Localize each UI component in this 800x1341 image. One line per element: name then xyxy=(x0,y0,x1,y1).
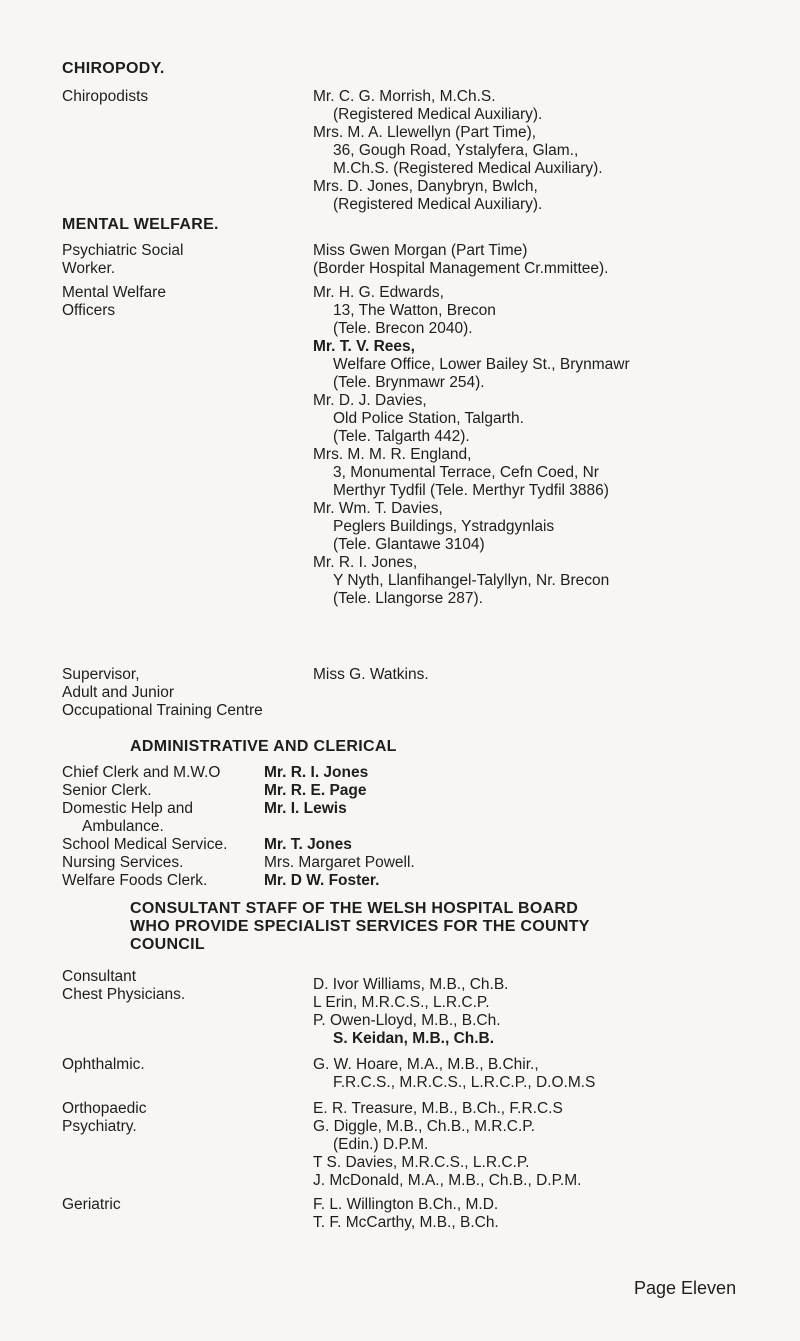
admin-role: Nursing Services. xyxy=(62,854,184,871)
admin-name: Mr. I. Lewis xyxy=(264,800,347,817)
mwo-line: (Tele. Glantawe 3104) xyxy=(333,536,485,553)
chiropodist-line: M.Ch.S. (Registered Medical Auxiliary). xyxy=(333,160,603,177)
admin-name: Mr. T. Jones xyxy=(264,836,352,853)
admin-role: Domestic Help and xyxy=(62,800,193,817)
consultant-line: G. W. Hoare, M.A., M.B., B.Chir., xyxy=(313,1056,539,1073)
mwo-line: Mr. R. I. Jones, xyxy=(313,554,418,571)
consultant-line: J. McDonald, M.A., M.B., Ch.B., D.P.M. xyxy=(313,1172,582,1189)
admin-role: Ambulance. xyxy=(82,818,164,835)
chiropodist-line: (Registered Medical Auxiliary). xyxy=(333,196,543,213)
mwo-line: (Tele. Brynmawr 254). xyxy=(333,374,485,391)
psw-label xyxy=(62,242,183,278)
consultant-line: L Erin, M.R.C.S., L.R.C.P. xyxy=(313,994,490,1011)
mwo-line: Mr. H. G. Edwards, xyxy=(313,284,444,301)
consultant-heading-line: CONSULTANT STAFF OF THE WELSH HOSPITAL BOARD xyxy=(130,900,579,917)
psw-line: (Border Hospital Management Cr.mmittee). xyxy=(313,260,609,277)
psw-line: Miss Gwen Morgan (Part Time) xyxy=(313,242,528,259)
admin-name: Mr. R. I. Jones xyxy=(264,764,369,781)
mwo-label-line: Mental Welfare xyxy=(62,284,166,301)
consultant-line: F.R.C.S., M.R.C.S., L.R.C.P., D.O.M.S xyxy=(333,1074,596,1091)
mwo-line: Peglers Buildings, Ystradgynlais xyxy=(333,518,555,535)
centre-line: Adult and Junior xyxy=(62,684,175,701)
mwo-line: Old Police Station, Talgarth. xyxy=(333,410,524,427)
mwo-line: (Tele. Brecon 2040). xyxy=(333,320,473,337)
mental-welfare-heading: MENTAL WELFARE. xyxy=(62,216,219,233)
consultant-line: (Edin.) D.P.M. xyxy=(333,1136,429,1153)
mwo-line: Welfare Office, Lower Bailey St., Brynmawr xyxy=(333,356,630,373)
chiropody-heading: CHIROPODY. xyxy=(62,60,165,77)
admin-role: School Medical Service. xyxy=(62,836,228,853)
consultant-line: T S. Davies, M.R.C.S., L.R.C.P. xyxy=(313,1154,530,1171)
centre-line: Occupational Training Centre xyxy=(62,702,263,719)
mwo-line: 3, Monumental Terrace, Cefn Coed, Nr xyxy=(333,464,599,481)
geriatric-list xyxy=(313,1196,499,1232)
consultant-line: D. Ivor Williams, M.B., Ch.B. xyxy=(313,976,509,993)
mwo-line: Mr. T. V. Rees, xyxy=(313,338,415,355)
chiropodist-line: Mrs. D. Jones, Danybryn, Bwlch, xyxy=(313,178,538,195)
orthopaedic-label: Orthopaedic xyxy=(62,1100,147,1117)
admin-roles xyxy=(62,764,227,890)
psw-label-line: Psychiatric Social xyxy=(62,242,184,259)
chiropodists-list xyxy=(313,88,603,214)
mwo-label xyxy=(62,284,166,320)
chest-label-line: Chest Physicians. xyxy=(62,986,186,1003)
consultant-line: S. Keidan, M.B., Ch.B. xyxy=(333,1030,495,1047)
admin-names xyxy=(264,764,368,836)
mwo-line: (Tele. Llangorse 287). xyxy=(333,590,483,607)
admin-names-lower xyxy=(264,836,415,890)
page-number: Page Eleven xyxy=(634,1278,737,1298)
admin-name: Mr. D W. Foster. xyxy=(264,872,380,889)
admin-role: Chief Clerk and M.W.O xyxy=(62,764,221,781)
mwo-line: Y Nyth, Llanfihangel-Talyllyn, Nr. Brecon xyxy=(333,572,610,589)
orthopaedic-list xyxy=(313,1100,563,1118)
chiropodist-line: Mrs. M. A. Llewellyn (Part Time), xyxy=(313,124,537,141)
supervisor-name: Miss G. Watkins. xyxy=(313,666,429,683)
mwo-line: 13, The Watton, Brecon xyxy=(333,302,496,319)
psychiatry-label: Psychiatry. xyxy=(62,1118,137,1135)
consultant-heading-line: WHO PROVIDE SPECIALIST SERVICES FOR THE COUNTY xyxy=(130,918,590,935)
admin-name: Mr. R. E. Page xyxy=(264,782,367,799)
psw-label-line: Worker. xyxy=(62,260,116,277)
consultant-heading-line: COUNCIL xyxy=(130,936,205,953)
chest-label xyxy=(62,968,185,1004)
admin-name xyxy=(264,818,368,836)
consultant-line: E. R. Treasure, M.B., B.Ch., F.R.C.S xyxy=(313,1100,563,1117)
admin-name: Mrs. Margaret Powell. xyxy=(264,854,415,871)
chiropodists-label: Chiropodists xyxy=(62,88,149,105)
consultant-line: T. F. McCarthy, M.B., B.Ch. xyxy=(313,1214,499,1231)
ophthalmic-list xyxy=(313,1056,595,1092)
mwo-line: (Tele. Talgarth 442). xyxy=(333,428,470,445)
psw-list xyxy=(313,242,608,278)
supervisor-label: Supervisor, xyxy=(62,666,140,683)
chiropodist-line: (Registered Medical Auxiliary). xyxy=(333,106,543,123)
consultant-line: F. L. Willington B.Ch., M.D. xyxy=(313,1196,499,1213)
mwo-label-line: Officers xyxy=(62,302,116,319)
consultant-line: P. Owen-Lloyd, M.B., B.Ch. xyxy=(313,1012,501,1029)
mwo-line: Mrs. M. M. R. England, xyxy=(313,446,472,463)
chest-list xyxy=(313,976,509,1048)
chiropodist-line: 36, Gough Road, Ystalyfera, Glam., xyxy=(333,142,579,159)
mwo-line: Merthyr Tydfil (Tele. Merthyr Tydfil 3886) xyxy=(333,482,609,499)
mwo-line: Mr. D. J. Davies, xyxy=(313,392,427,409)
mwo-list xyxy=(313,284,630,608)
chiropodist-line: Mr. C. G. Morrish, M.Ch.S. xyxy=(313,88,496,105)
mwo-line: Mr. Wm. T. Davies, xyxy=(313,500,443,517)
psychiatry-list xyxy=(313,1118,581,1190)
ophthalmic-label: Ophthalmic. xyxy=(62,1056,145,1073)
chest-label-line: Consultant xyxy=(62,968,137,985)
admin-role: Welfare Foods Clerk. xyxy=(62,872,208,889)
consultant-line: G. Diggle, M.B., Ch.B., M.R.C.P. xyxy=(313,1118,535,1135)
geriatric-label: Geriatric xyxy=(62,1196,121,1213)
admin-role: Senior Clerk. xyxy=(62,782,152,799)
admin-heading: ADMINISTRATIVE AND CLERICAL xyxy=(130,738,397,755)
